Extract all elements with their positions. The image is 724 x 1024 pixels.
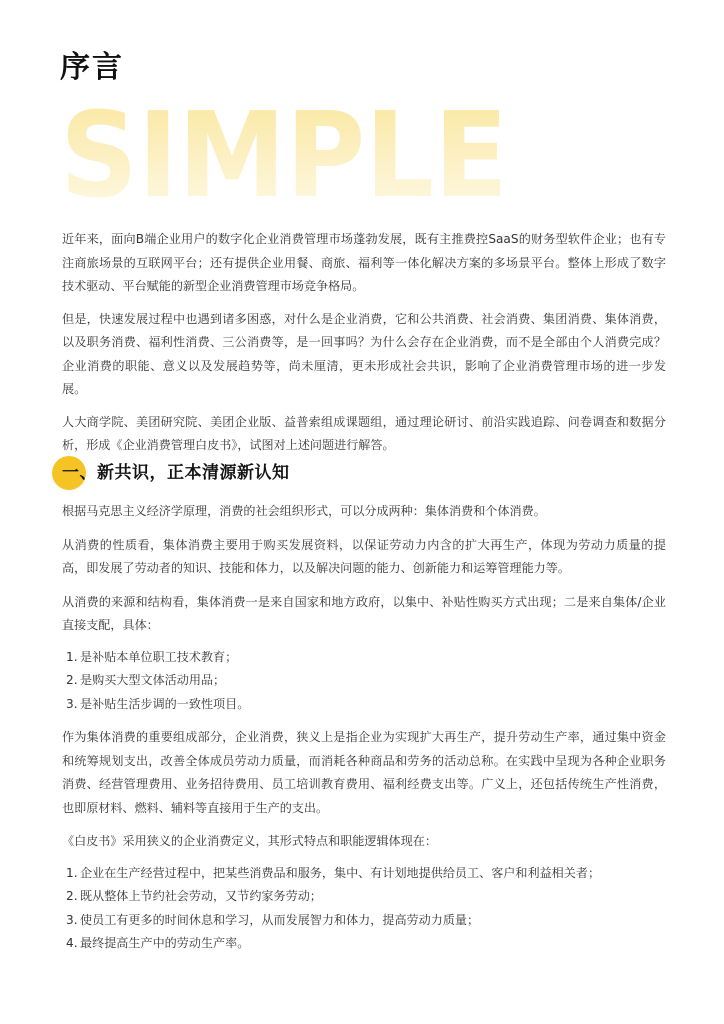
list-item: 2. 既从整体上节约社会劳动，又节约家务劳动； (66, 889, 322, 903)
watermark-text: SIMPLE (60, 100, 508, 200)
feature-list (62, 862, 666, 956)
section-paragraph-5: 《白皮书》采用狭义的企业消费定义，其形式特点和职能逻辑体现在： (62, 834, 437, 848)
list-item: 2. 是购买大型文体活动用品； (66, 673, 226, 687)
section-paragraph-4: 作为集体消费的重要组成部分，企业消费，狭义上是指企业为实现扩大再生产，提升劳动生产率，通过集中资金和统筹规划支出，改善全体成员劳动力质量，而消耗各种商品和劳务的活动总称。在实践中呈现为各种企业职务消费、经营管理费用、业务招待费用、员工培训教育费用、福利经费支出等。广义上，还包括传统生产性消费，也即原材料、燃料、辅料等直接用于生产的支出。 (62, 730, 666, 815)
simple-watermark (60, 100, 510, 200)
list-item: 4. 最终提高生产中的劳动生产率。 (66, 936, 250, 950)
list-item: 1. 是补贴本单位职工技术教育； (66, 649, 238, 664)
section-heading-text: 一、新共识，正本清源新认知 (62, 463, 290, 483)
support-list (62, 646, 666, 717)
list-item: 3. 是补贴生活步调的一致性项目。 (66, 696, 250, 711)
list-item: 3. 使员工有更多的时间休息和学习，从而发展智力和体力，提高劳动力质量； (66, 912, 480, 927)
section-paragraph-2: 从消费的性质看，集体消费主要用于购买发展资料，以保证劳动力内含的扩大再生产，体现为劳动力质量的提高，即发展了劳动者的知识、技能和体力，以及解决问题的能力、创新能力和运筹管理能力等。 (62, 537, 666, 575)
list-item: 1. 企业在生产经营过程中，把某些消费品和服务，集中、有计划地提供给员工、客户和利益相关者； (66, 865, 601, 880)
intro-paragraph-1: 近年来，面向B端企业用户的数字化企业消费管理市场蓬勃发展，既有主推费控SaaS的财务型软件企业；也有专注商旅场景的互联网平台；还有提供企业用餐、商旅、福利等一体化解决方案的多场景平台。整体上形成了数字技术驱动、平台赋能的新型企业消费管理市场竞争格局。 (62, 232, 666, 293)
section-paragraph-3: 从消费的来源和结构看，集体消费一是来自国家和地方政府，以集中、补贴性购买方式出现；二是来自集体/企业直接支配，具体： (62, 594, 666, 632)
intro-section (62, 228, 666, 458)
section-heading (52, 455, 290, 491)
section-paragraph-1: 根据马克思主义经济学原理，消费的社会组织形式，可以分成两种：集体消费和个体消费。 (62, 504, 546, 518)
page-title: 序言 (60, 50, 124, 85)
intro-paragraph-2: 但是，快速发展过程中也遇到诸多困惑，对什么是企业消费，它和公共消费、社会消费、集团消费、集体消费，以及职务消费、福利性消费、三公消费等，是一回事吗？为什么会存在企业消费，而不是全部由个人消费完成？企业消费的职能、意义以及发展趋势等，尚未厘清，更未形成社会共识，影响了企业消费管理市场的进一步发展。 (62, 311, 666, 396)
intro-paragraph-3: 人大商学院、美团研究院、美团企业版、益普索组成课题组，通过理论研讨、前沿实践追踪、问卷调查和数据分析，形成《企业消费管理白皮书》，试图对上述问题进行解答。 (62, 414, 666, 452)
section-1-body (62, 500, 666, 956)
